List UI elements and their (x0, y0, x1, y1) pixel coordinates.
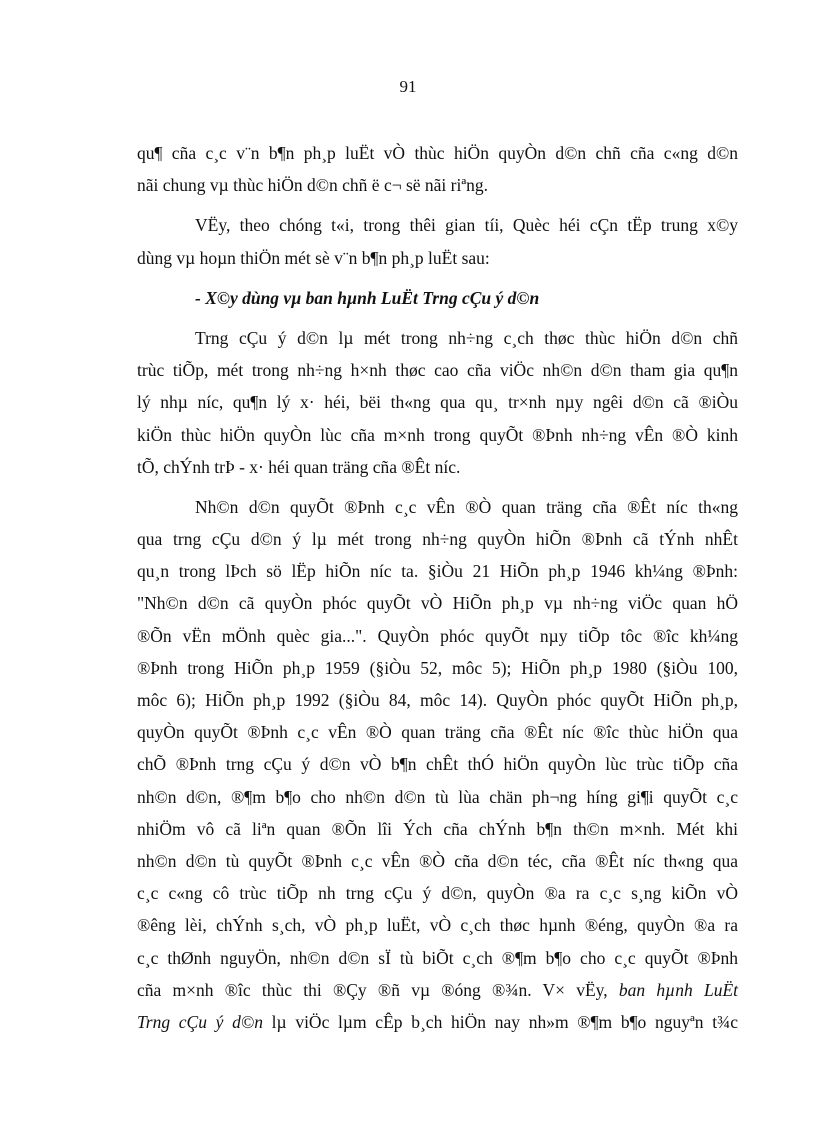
text-line: nhiÖm vô cã liªn quan ®Õn lîi Ých cña chÝnh b¶n th©n m×nh. Mét khi (137, 818, 738, 839)
text-line: "Nh©n d©n cã quyÒn phóc quyÕt vÒ HiÕn ph¸p vµ nh÷ng viÖc quan hÖ (137, 593, 738, 614)
paragraph-4 (137, 491, 738, 1038)
text-line: lý nhµ níc, qu¶n lý x· héi, bëi th«ng qua qu¸ tr×nh nµy ngêi d©n cã ®iÒu (137, 392, 738, 413)
text-line: c¸c thØnh nguyÖn, nh©n d©n sÏ tù biÕt c¸ch ®¶m b¶o cho c¸c quyÕt ®Þnh (137, 947, 738, 968)
paragraph-1 (137, 137, 738, 201)
text-line (137, 974, 738, 1006)
text-line: qu¸n trong lÞch sö lËp hiÕn níc ta. §iÒu 21 HiÕn ph¸p 1946 kh¼ng ®Þnh: (137, 561, 738, 582)
page-number: 91 (399, 77, 417, 96)
text-line: VËy, theo chóng t«i, trong thêi gian tíi, Quèc héi cÇn tËp trung x©y (195, 215, 738, 236)
text-line: Trng cÇu ý d©n lµ mét trong nh÷ng c¸ch thøc thùc hiÖn d©n chñ (195, 327, 738, 348)
text-line: kiÖn thùc hiÖn quyÒn lùc cña m×nh trong quyÕt ®Þnh nh÷ng vÊn ®Ò kinh (137, 424, 738, 445)
italic-span: ban hµnh LuËt (618, 979, 738, 1000)
text-line: chÕ ®Þnh trng cÇu ý d©n vÒ b¶n chÊt thÓ hiÖn quyÒn lùc trùc tiÕp cña (137, 754, 738, 775)
text-line: dùng vµ hoµn thiÖn mét sè v¨n b¶n ph¸p luËt sau: (137, 247, 490, 268)
section-heading: - X©y dùng vµ ban hµnh LuËt Trng cÇu ý d©n (195, 287, 540, 308)
text-line: nh©n d©n tù quyÕt ®Þnh c¸c vÊn ®Ò cña d©n téc, cña ®Êt níc th«ng qua (137, 850, 738, 871)
text-line: ®Õn vËn mÖnh quèc gia...". QuyÒn phóc quyÕt nµy tiÕp tôc ®îc kh¼ng (137, 625, 738, 646)
text-span: lµ viÖc lµm cÊp b¸ch hiÖn nay nh»m ®¶m b¶o nguyªn t¾c (271, 1011, 738, 1032)
text-line: trùc tiÕp, mét trong nh÷ng h×nh thøc cao cña viÖc nh©n d©n tham gia qu¶n (137, 360, 738, 381)
text-line: quyÒn quyÕt ®Þnh c¸c vÊn ®Ò quan träng cña ®Êt níc ®îc thùc hiÖn qua (137, 722, 738, 743)
body-text (137, 137, 738, 1038)
text-line (137, 1006, 738, 1038)
italic-span: Trng cÇu ý d©n (137, 1011, 263, 1032)
text-line: tÕ, chÝnh trÞ - x· héi quan träng cña ®Êt níc. (137, 456, 461, 477)
text-line: Nh©n d©n quyÕt ®Þnh c¸c vÊn ®Ò quan träng cña ®Êt níc th«ng (195, 496, 738, 517)
text-line: qua trng cÇu d©n ý lµ mét trong nh÷ng quyÒn hiÕn ®Þnh cã tÝnh nhÊt (137, 529, 738, 550)
paragraph-3 (137, 322, 738, 483)
text-line: môc 6); HiÕn ph¸p 1992 (§iÒu 84, môc 14). QuyÒn phóc quyÕt HiÕn ph¸p, (137, 690, 738, 710)
paragraph-2 (137, 209, 738, 273)
text-line: qu¶ cña c¸c v¨n b¶n ph¸p luËt vÒ thùc hiÖn quyÒn d©n chñ cña c«ng d©n (137, 143, 738, 163)
text-line: ®Þnh trong HiÕn ph¸p 1959 (§iÒu 52, môc 5); HiÕn ph¸p 1980 (§iÒu 100, (137, 657, 738, 678)
text-line: nãi chung vµ thùc hiÖn d©n chñ ë c¬ së nãi riªng. (137, 175, 489, 196)
text-line: c¸c c«ng cô trùc tiÕp nh trng cÇu ý d©n, quyÒn ®a ra c¸c s¸ng kiÕn vÒ (137, 883, 738, 904)
text-line: ®êng lèi, chÝnh s¸ch, vÒ ph¸p luËt, vÒ c¸ch thøc hµnh ®éng, quyÒn ®a ra (137, 915, 738, 936)
text-line: nh©n d©n, ®¶m b¶o cho nh©n d©n tù lùa chän ph¬ng híng gi¶i quyÕt c¸c (137, 786, 738, 807)
text-span: cña m×nh ®îc thùc thi ®Çy ®ñ vµ ®óng ®¾n. V× vËy, (137, 979, 608, 1000)
